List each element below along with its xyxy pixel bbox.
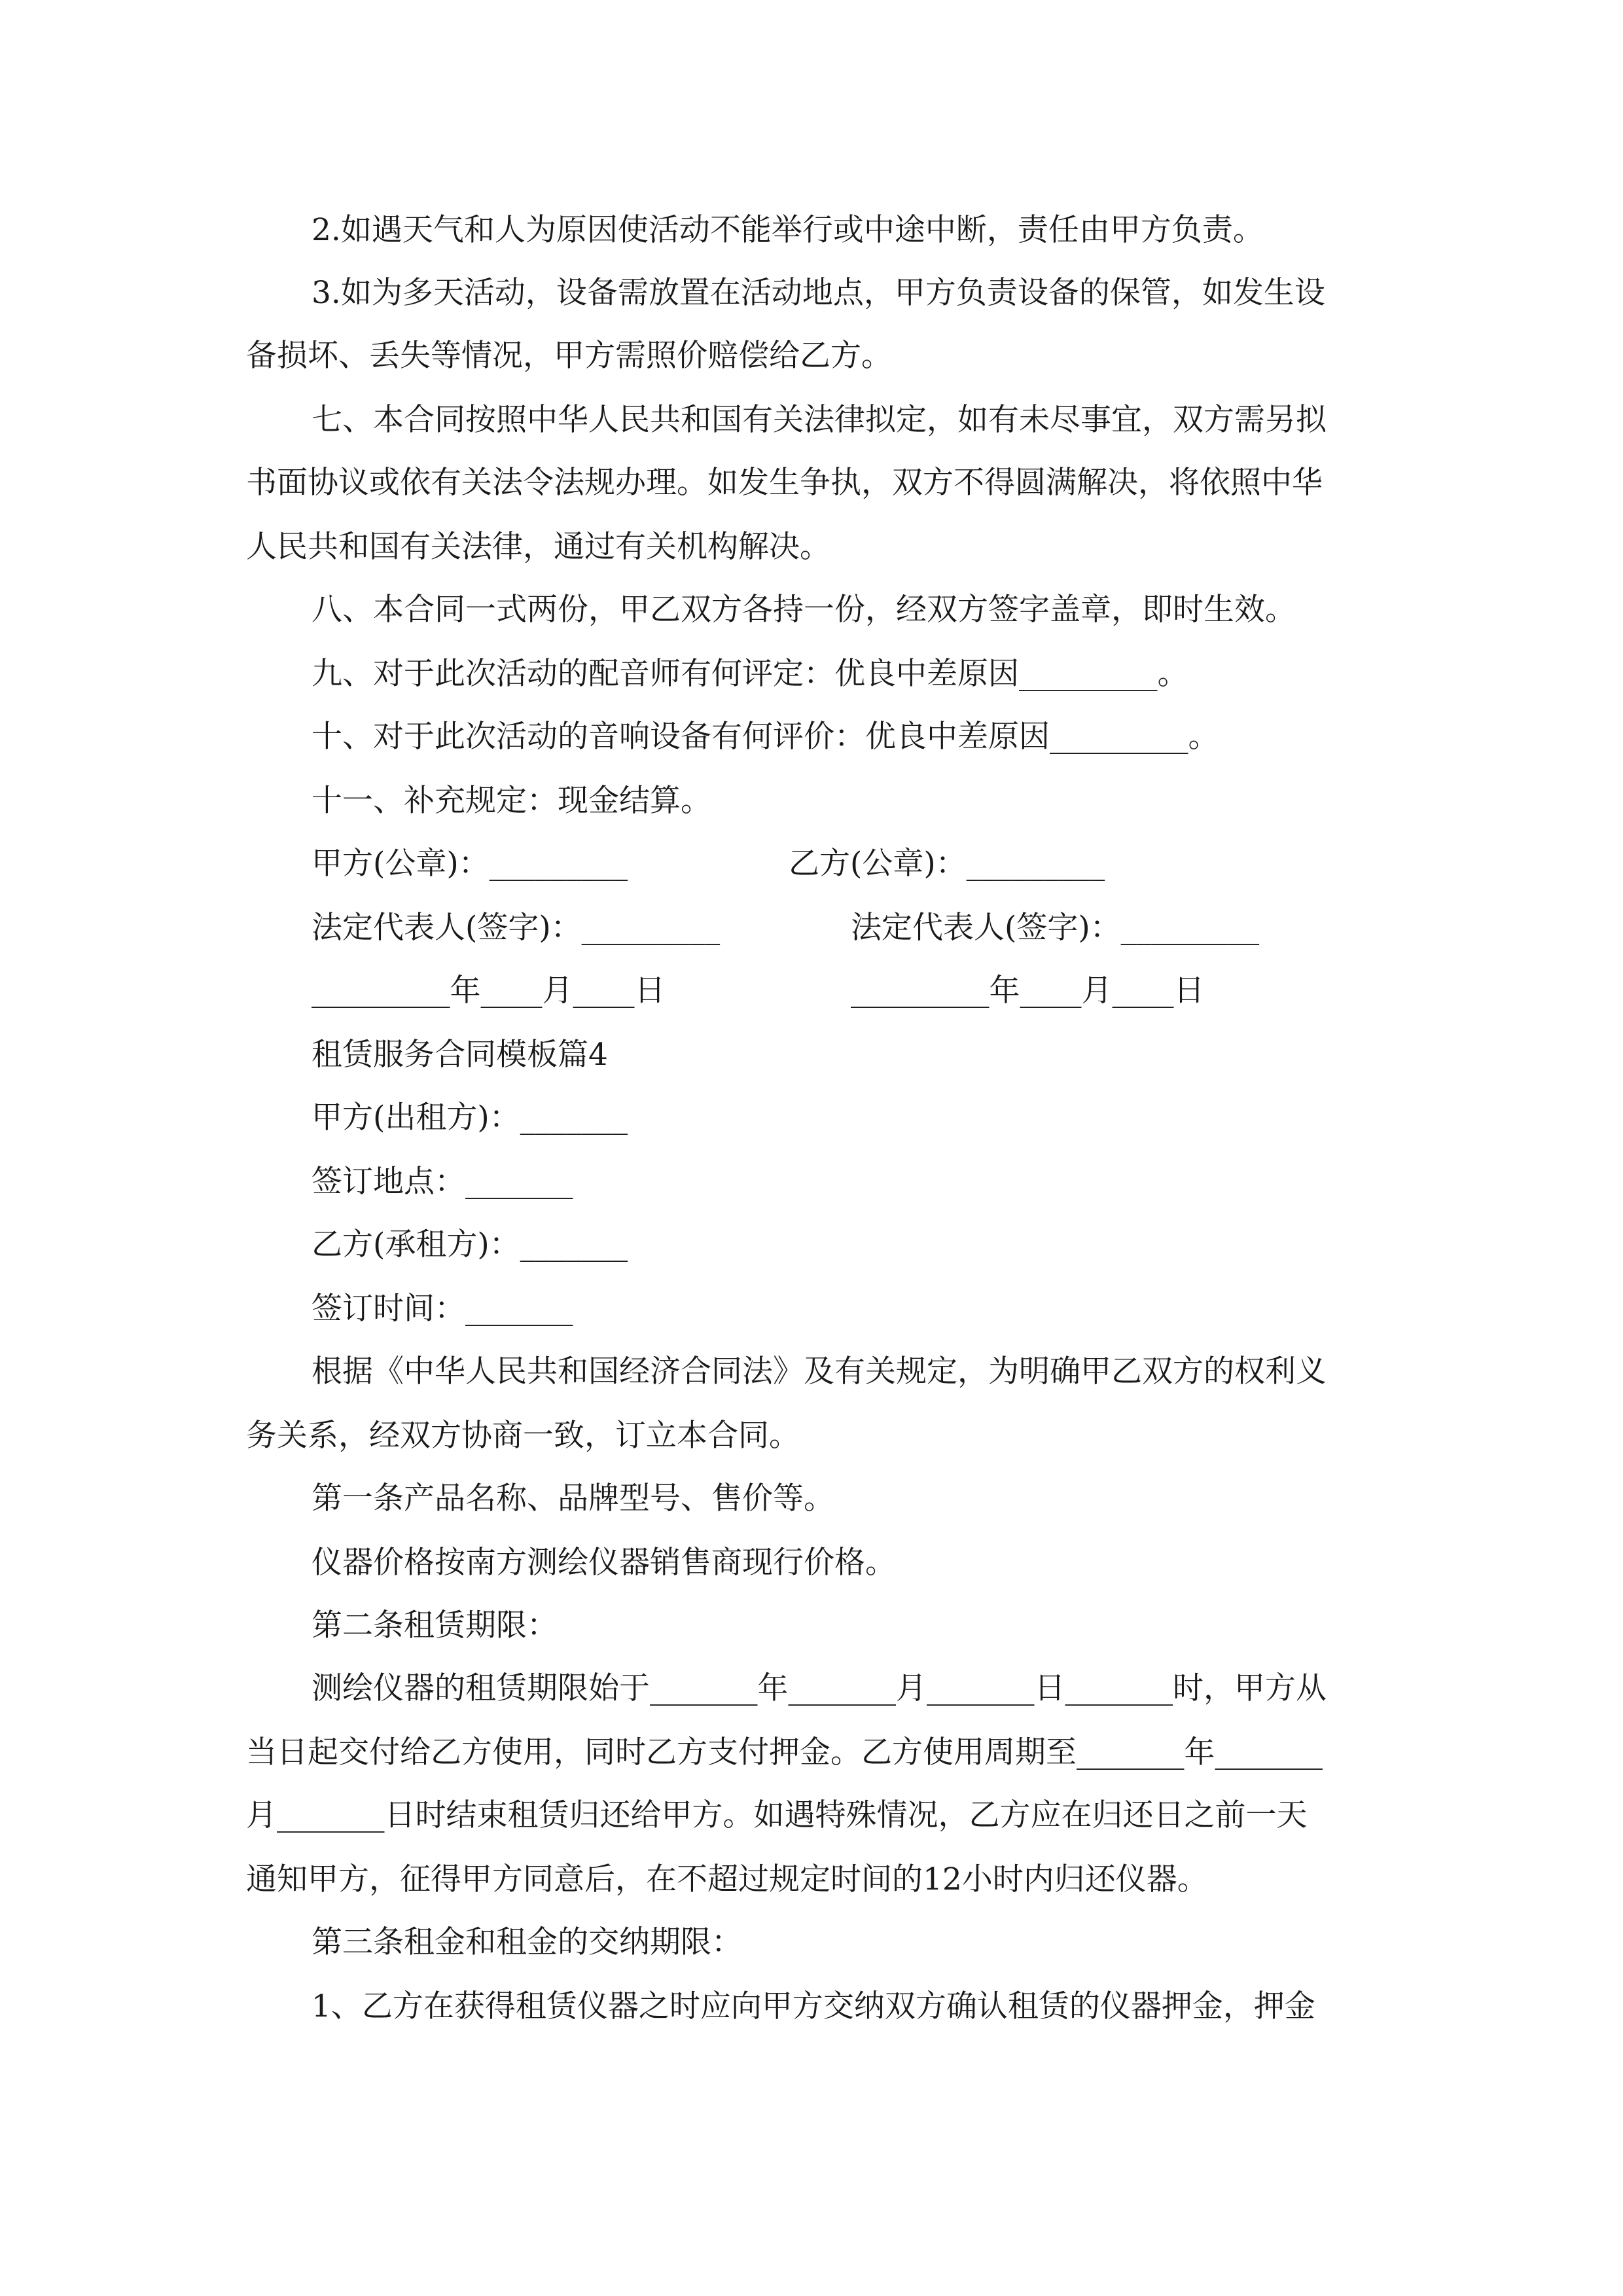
article-10-line: 十、对于此次活动的音响设备有何评价：优良中差原因_________。 — [312, 719, 1219, 755]
party-a-representative: 法定代表人(签字)：_________ — [312, 910, 721, 946]
article-7-line-3: 人民共和国有关法律，通过有关机构解决。 — [246, 529, 830, 565]
article-1-heading: 第一条产品名称、品牌型号、售价等。 — [312, 1480, 834, 1516]
article-9-line: 九、对于此次活动的配音师有何评定：优良中差原因_________。 — [312, 656, 1188, 692]
section-title: 租赁服务合同模板篇4 — [312, 1037, 608, 1073]
article-7-line-1: 七、本合同按照中华人民共和国有关法律拟定，如有未尽事宜，双方需另拟 — [312, 402, 1327, 438]
article-11-line: 十一、补充规定：现金结算。 — [312, 783, 711, 819]
article-2-line-4: 通知甲方，征得甲方同意后，在不超过规定时间的12小时内归还仪器。 — [246, 1861, 1208, 1897]
article-1-body: 仪器价格按南方测绘仪器销售商现行价格。 — [312, 1545, 896, 1581]
clause-3-line-1: 3.如为多天活动，设备需放置在活动地点，甲方负责设备的保管，如发生设 — [312, 275, 1325, 311]
party-b-seal: 乙方(公章)：_________ — [789, 846, 1105, 882]
article-2-line-1: 测绘仪器的租赁期限始于_______年_______月_______日_______时，甲方从 — [312, 1670, 1327, 1706]
article-3-heading: 第三条租金和租金的交纳期限： — [312, 1924, 742, 1960]
article-8-line: 八、本合同一式两份，甲乙双方各持一份，经双方签字盖章，即时生效。 — [312, 592, 1296, 628]
clause-3-line-2: 备损坏、丢失等情况，甲方需照价赔偿给乙方。 — [246, 338, 892, 374]
party-b-representative: 法定代表人(签字)：_________ — [851, 910, 1260, 946]
signing-time-field: 签订时间：_______ — [312, 1291, 573, 1327]
clause-2-line-1: 2.如遇天气和人为原因使活动不能举行或中途中断，责任由甲方负责。 — [312, 212, 1264, 248]
article-7-line-2: 书面协议或依有关法令法规办理。如发生争执，双方不得圆满解决，将依照中华 — [246, 465, 1323, 501]
signing-place-field: 签订地点：_______ — [312, 1164, 573, 1200]
lessor-field: 甲方(出租方)：_______ — [312, 1100, 628, 1136]
preamble-line-2: 务关系，经双方协商一致，订立本合同。 — [246, 1418, 800, 1454]
article-3-line-1: 1、乙方在获得租赁仪器之时应向甲方交纳双方确认租赁的仪器押金，押金 — [312, 1988, 1315, 2024]
party-b-date: _________年____月____日 — [851, 973, 1205, 1009]
party-a-seal: 甲方(公章)：_________ — [312, 846, 628, 882]
article-2-line-2: 当日起交付给乙方使用，同时乙方支付押金。乙方使用周期至_______年_______ — [246, 1734, 1323, 1770]
party-a-date: _________年____月____日 — [312, 973, 666, 1009]
preamble-line-1: 根据《中华人民共和国经济合同法》及有关规定，为明确甲乙双方的权利义 — [312, 1354, 1327, 1390]
article-2-heading: 第二条租赁期限： — [312, 1607, 558, 1643]
lessee-field: 乙方(承租方)：_______ — [312, 1227, 628, 1263]
article-2-line-3: 月_______日时结束租赁归还给甲方。如遇特殊情况，乙方应在归还日之前一天 — [246, 1797, 1308, 1833]
